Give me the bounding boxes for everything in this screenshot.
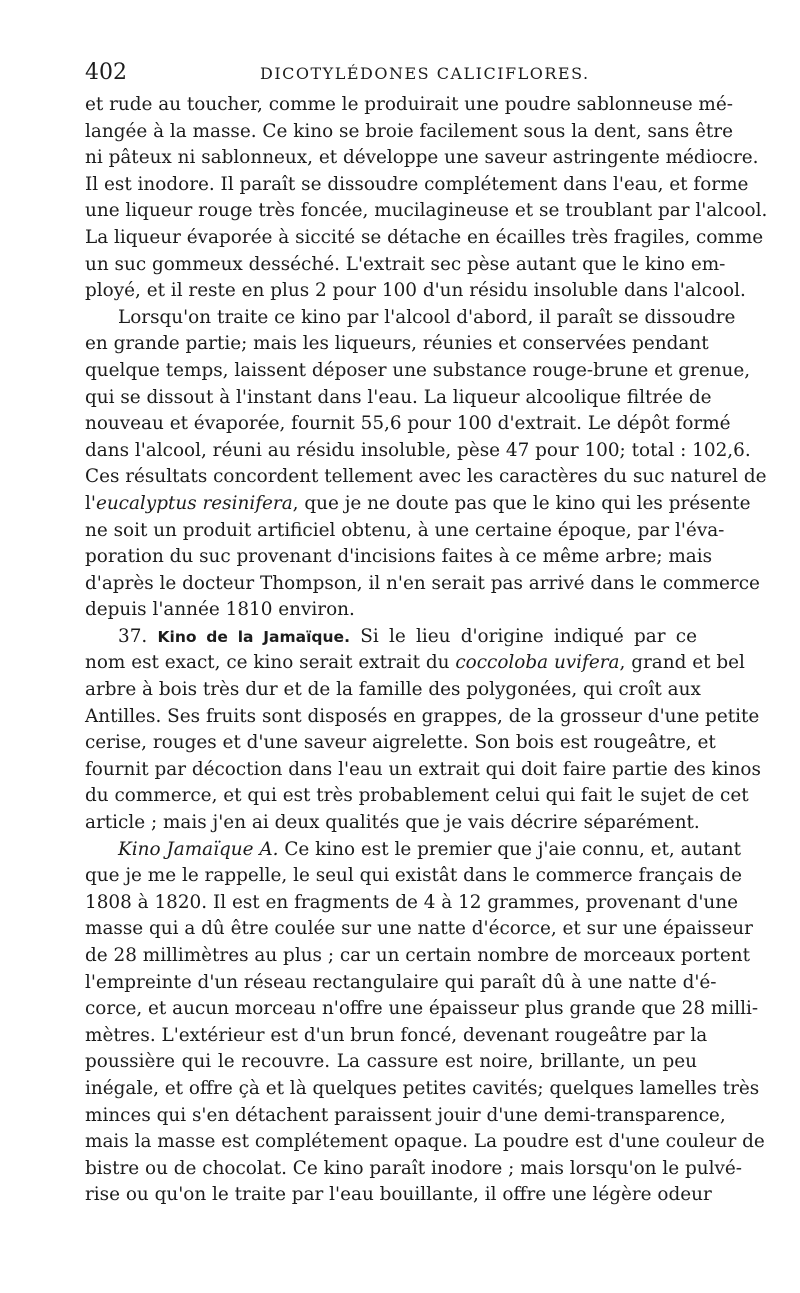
text-line: et rude au toucher, comme le produirait une poudre sablonneuse mé-	[85, 94, 733, 115]
text-line: de 28 millimètres au plus ; car un certain nombre de morceaux portent	[85, 945, 751, 966]
text-line: Ces résultats concordent tellement avec les caractères du suc naturel de	[85, 466, 767, 488]
text-line: fournit par décoction dans l'eau un extrait qui doit faire partie des kinos	[85, 758, 761, 780]
text-run: , que je ne doute pas que le kino qui les présente	[292, 492, 751, 514]
text-line: poussière qui le recouvre. La cassure est noire, brillante, un peu	[85, 1051, 697, 1073]
text-line: ployé, et il reste en plus 2 pour 100 d'un résidu insoluble dans l'alcool.	[85, 280, 746, 302]
text-line	[85, 650, 745, 677]
text-line: du commerce, et qui est très probablement celui qui fait le sujet de cet	[85, 785, 749, 807]
text-line: rise ou qu'on le traite par l'eau bouillante, il offre une légère odeur	[85, 1184, 712, 1206]
text-line: quelque temps, laissent déposer une substance rouge-brune et grenue,	[85, 359, 751, 381]
italic-term: eucalyptus resinifera	[95, 492, 293, 514]
text-line	[85, 624, 697, 651]
text-run: nom est exact, ce kino serait extrait du	[85, 652, 456, 674]
text-line: Lorsqu'on traite ce kino par l'alcool d'abord, il paraît se dissoudre	[118, 306, 736, 328]
text-run: l'	[85, 492, 96, 514]
text-line: arbre à bois très dur et de la famille des polygonées, qui croît aux	[85, 679, 701, 701]
text-line: 1808 à 1820. Il est en fragments de 4 à 12 grammes, provenant d'une	[85, 891, 738, 913]
page-body	[85, 92, 768, 1209]
text-line: poration du suc provenant d'incisions faites à ce même arbre; mais	[85, 546, 713, 568]
text-run: , grand et bel	[619, 652, 745, 674]
text-line	[85, 491, 751, 518]
italic-term: coccoloba uvifera	[455, 652, 620, 674]
text-line: ni pâteux ni sablonneux, et développe une saveur astringente médiocre.	[85, 147, 759, 169]
text-line: dans l'alcool, réuni au résidu insoluble, pèse 47 pour 100; total : 102,6.	[85, 439, 751, 461]
text-line: depuis l'année 1810 environ.	[85, 599, 355, 621]
text-line: article ; mais j'en ai deux qualités que je vais décrire séparément.	[85, 812, 700, 834]
text-line: La liqueur évaporée à siccité se détache en écailles très fragiles, comme	[85, 226, 764, 248]
text-line: mais la masse est complétement opaque. La poudre est d'une couleur de	[85, 1131, 765, 1153]
text-line: minces qui s'en détachent paraissent jouir d'une demi-transparence,	[85, 1104, 726, 1126]
text-line: que je me le rappelle, le seul qui existât dans le commerce français de	[85, 865, 743, 887]
section-number: 37.	[118, 625, 158, 647]
text-line: masse qui a dû être coulée sur une natte d'écorce, et sur une épaisseur	[85, 918, 753, 940]
text-line: Il est inodore. Il paraît se dissoudre complétement dans l'eau, et forme	[85, 173, 749, 195]
text-line: l'empreinte d'un réseau rectangulaire qui paraît dû à une natte d'é-	[85, 971, 717, 993]
text-line	[85, 837, 742, 864]
section-heading: Kino de la Jamaïque.	[157, 627, 350, 646]
italic-term: Kino Jamaïque A.	[118, 838, 279, 860]
text-line: mètres. L'extérieur est d'un brun foncé, devenant rougeâtre par la	[85, 1024, 708, 1046]
text-line: cerise, rouges et d'une saveur aigrelette. Son bois est rougeâtre, et	[85, 732, 716, 754]
text-line: inégale, et offre çà et là quelques petites cavités; quelques lamelles très	[85, 1077, 760, 1099]
text-run: Ce kino est le premier que j'aie connu, et, autant	[278, 838, 742, 860]
running-title: DICOTYLÉDONES CALICIFLORES.	[260, 64, 590, 83]
text-line: corce, et aucun morceau n'offre une épaisseur plus grande que 28 milli-	[85, 998, 759, 1020]
text-line: nouveau et évaporée, fournit 55,6 pour 100 d'extrait. Le dépôt formé	[85, 413, 731, 435]
text-line: qui se dissout à l'instant dans l'eau. La liqueur alcoolique filtrée de	[85, 386, 712, 408]
text-line: ne soit un produit artificiel obtenu, à une certaine époque, par l'éva-	[85, 519, 725, 541]
page-number: 402	[85, 60, 127, 85]
text-line: bistre ou de chocolat. Ce kino paraît inodore ; mais lorsqu'on le pulvé-	[85, 1157, 742, 1179]
text-line: une liqueur rouge très foncée, mucilagineuse et se troublant par l'alcool.	[85, 200, 768, 222]
text-line: en grande partie; mais les liqueurs, réunies et conservées pendant	[85, 333, 709, 355]
page-header	[85, 60, 697, 90]
text-line: d'après le docteur Thompson, il n'en serait pas arrivé dans le commerce	[85, 572, 760, 594]
text-line: Antilles. Ses fruits sont disposés en grappes, de la grosseur d'une petite	[85, 705, 760, 727]
text-line: langée à la masse. Ce kino se broie facilement sous la dent, sans être	[85, 120, 733, 142]
text-run: Si le lieu d'origine indiqué par ce	[349, 625, 697, 647]
text-line: un suc gommeux desséché. L'extrait sec pèse autant que le kino em-	[85, 253, 726, 275]
